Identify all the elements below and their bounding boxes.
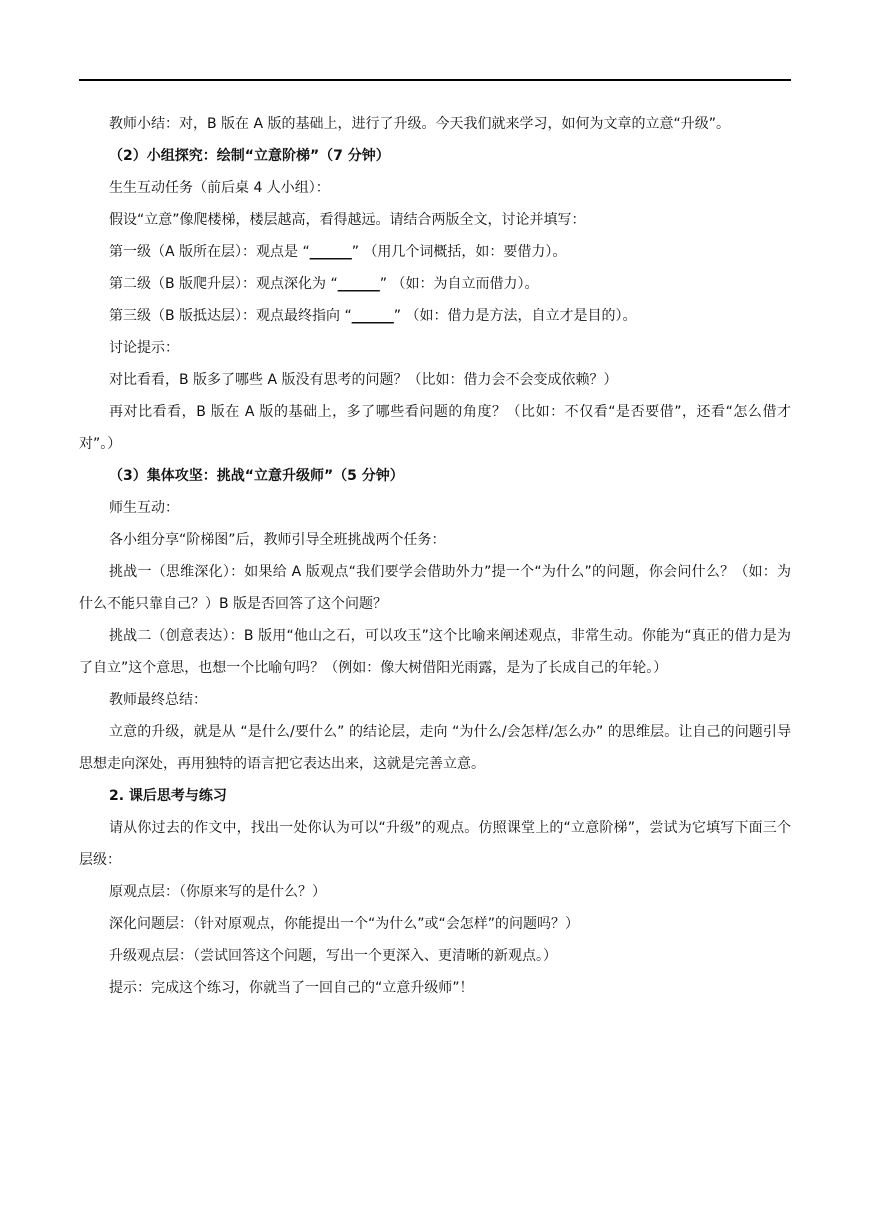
ladder-level-2-prefix: 第二级（B 版爬升层）：观点深化为 “	[109, 276, 338, 292]
final-summary-label: 教师最终总结：	[109, 692, 207, 708]
homework-instruction: 请从你过去的作文中，找出一处你认为可以“升级”的观点。仿照课堂上的“立意阶梯”，尝试为它填写下面三个层级：	[79, 820, 791, 868]
teacher-student-interaction-label: 师生互动：	[109, 500, 179, 516]
ladder-level-1-suffix: ” （用几个词概括，如：要借力）。	[351, 244, 567, 260]
ladder-level-2-suffix: ” （如：为自立而借力）。	[379, 276, 539, 292]
document-body	[79, 108, 791, 1004]
section-heading-homework: 2. 课后思考与练习	[109, 788, 227, 804]
group-share-instruction: 各小组分享“阶梯图”后，教师引导全班挑战两个任务：	[109, 532, 446, 548]
ladder-level-1-prefix: 第一级（A 版所在层）：观点是 “	[109, 244, 310, 260]
ladder-level-3-prefix: 第三级（B 版抵达层）：观点最终指向 “	[109, 308, 352, 324]
discussion-hint-2: 再对比看看，B 版在 A 版的基础上，多了哪些看问题的角度？（比如：不仅看“是否要借”，还看“怎么借才对”。）	[79, 404, 791, 452]
challenge-1: 挑战一（思维深化）：如果给 A 版观点“我们要学会借助外力”提一个“为什么”的问题，你会问什么？（如：为什么不能只靠自己？）B 版是否回答了这个问题？	[79, 564, 791, 612]
section-heading-collective: （3）集体攻坚：挑战“立意升级师”（5 分钟）	[109, 468, 404, 484]
homework-level-original: 原观点层：（你原来写的是什么？）	[109, 884, 326, 900]
section-heading-group-inquiry: （2）小组探究：绘制“立意阶梯”（7 分钟）	[109, 148, 390, 164]
ladder-level-1	[79, 236, 791, 268]
teacher-summary: 教师小结：对，B 版在 A 版的基础上，进行了升级。今天我们就来学习，如何为文章的立意“升级”。	[109, 116, 731, 132]
challenge-2: 挑战二（创意表达）：B 版用“他山之石，可以攻玉”这个比喻来阐述观点，非常生动。你能为“真正的借力是为了自立”这个意思，也想一个比喻句吗？（例如：像大树借阳光雨露，是为了长成自己的年轮。）	[79, 628, 791, 676]
ladder-level-3-blank: ______	[351, 308, 394, 324]
ladder-level-2	[79, 268, 791, 300]
group-task-label: 生生互动任务（前后桌 4 人小组）：	[109, 180, 330, 196]
homework-level-question: 深化问题层：（针对原观点，你能提出一个“为什么”或“会怎样”的问题吗？）	[109, 916, 580, 932]
final-summary-text: 立意的升级，就是从 “是什么/要什么” 的结论层，走向 “为什么/会怎样/怎么办” 的思维层。让自己的问题引导思想走向深处，再用独特的语言把它表达出来，这就是完善立意。	[79, 724, 791, 772]
homework-tip: 提示：完成这个练习，你就当了一回自己的“立意升级师”！	[109, 980, 474, 996]
ladder-level-3-suffix: ” （如：借力是方法，自立才是目的）。	[393, 308, 637, 324]
discussion-hint-label: 讨论提示：	[109, 340, 179, 356]
ladder-level-2-blank: ______	[337, 276, 380, 292]
header-rule	[79, 79, 791, 81]
ladder-level-3	[79, 300, 791, 332]
homework-level-upgraded: 升级观点层：（尝试回答这个问题，写出一个更深入、更清晰的新观点。）	[109, 948, 557, 964]
task-instruction: 假设“立意”像爬楼梯，楼层越高，看得越远。请结合两版全文，讨论并填写：	[109, 212, 586, 228]
discussion-hint-1: 对比看看，B 版多了哪些 A 版没有思考的问题？（比如：借力会不会变成依赖？）	[109, 372, 618, 388]
ladder-level-1-blank: ______	[309, 244, 352, 260]
